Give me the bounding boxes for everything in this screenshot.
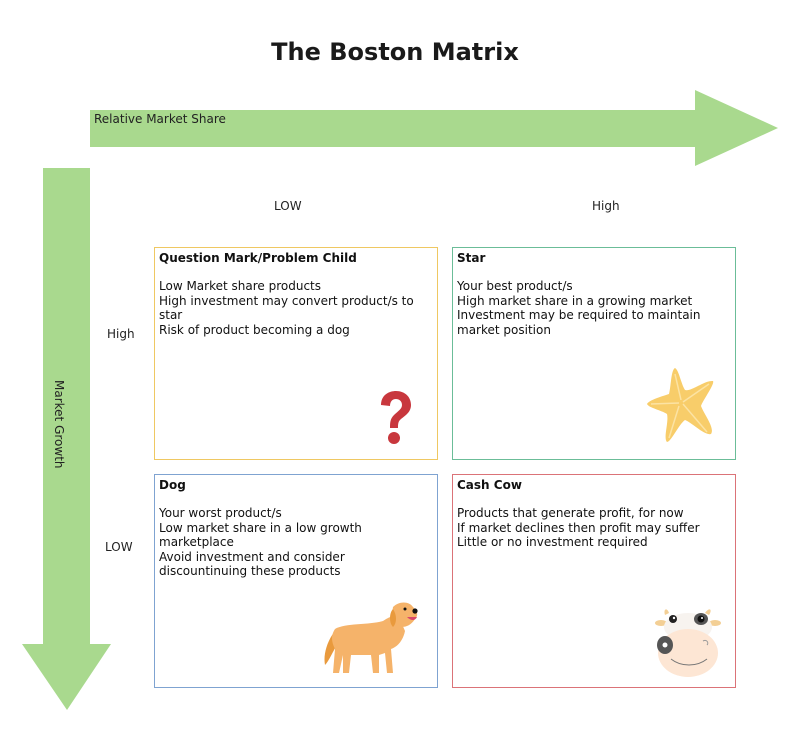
quadrant-line: Your best product/s [457, 279, 573, 294]
quadrant-line: Products that generate profit, for now [457, 506, 684, 521]
quadrant-line: High investment may convert product/s to star [159, 293, 414, 323]
quadrant-title: Dog [159, 478, 186, 492]
growth-low-label: LOW [105, 540, 133, 554]
quadrant-line: Risk of product becoming a dog [159, 322, 350, 337]
quadrant-question-mark [154, 247, 438, 460]
growth-high-label: High [107, 327, 135, 341]
cow-face-icon [655, 609, 721, 677]
quadrant-title: Star [457, 251, 486, 265]
quadrant-line: If market declines then profit may suffer [457, 520, 700, 535]
quadrant-line: Avoid investment and consider discountinuing these products [159, 549, 345, 579]
quadrant-star [452, 247, 736, 460]
share-low-label: LOW [274, 199, 302, 213]
market-growth-arrow [22, 168, 112, 713]
dog-icon [321, 601, 421, 681]
page-title: The Boston Matrix [271, 38, 519, 66]
quadrant-title: Cash Cow [457, 478, 522, 492]
quadrant-line: High market share in a growing market [457, 293, 693, 308]
quadrant-line: Low market share in a low growth marketplace [159, 520, 362, 550]
quadrant-line: Little or no investment required [457, 535, 648, 550]
relative-market-share-arrow [90, 90, 780, 166]
question-mark-icon [377, 391, 413, 447]
market-growth-label: Market Growth [52, 380, 66, 469]
quadrant-dog [154, 474, 438, 688]
quadrant-line: Low Market share products [159, 279, 321, 294]
quadrant-title: Question Mark/Problem Child [159, 251, 357, 265]
starfish-icon [645, 366, 721, 446]
share-high-label: High [592, 199, 620, 213]
quadrant-line: Your worst product/s [159, 506, 282, 521]
quadrant-cash-cow [452, 474, 736, 688]
quadrant-line: Investment may be required to maintain market position [457, 308, 701, 337]
relative-market-share-label: Relative Market Share [94, 112, 226, 126]
